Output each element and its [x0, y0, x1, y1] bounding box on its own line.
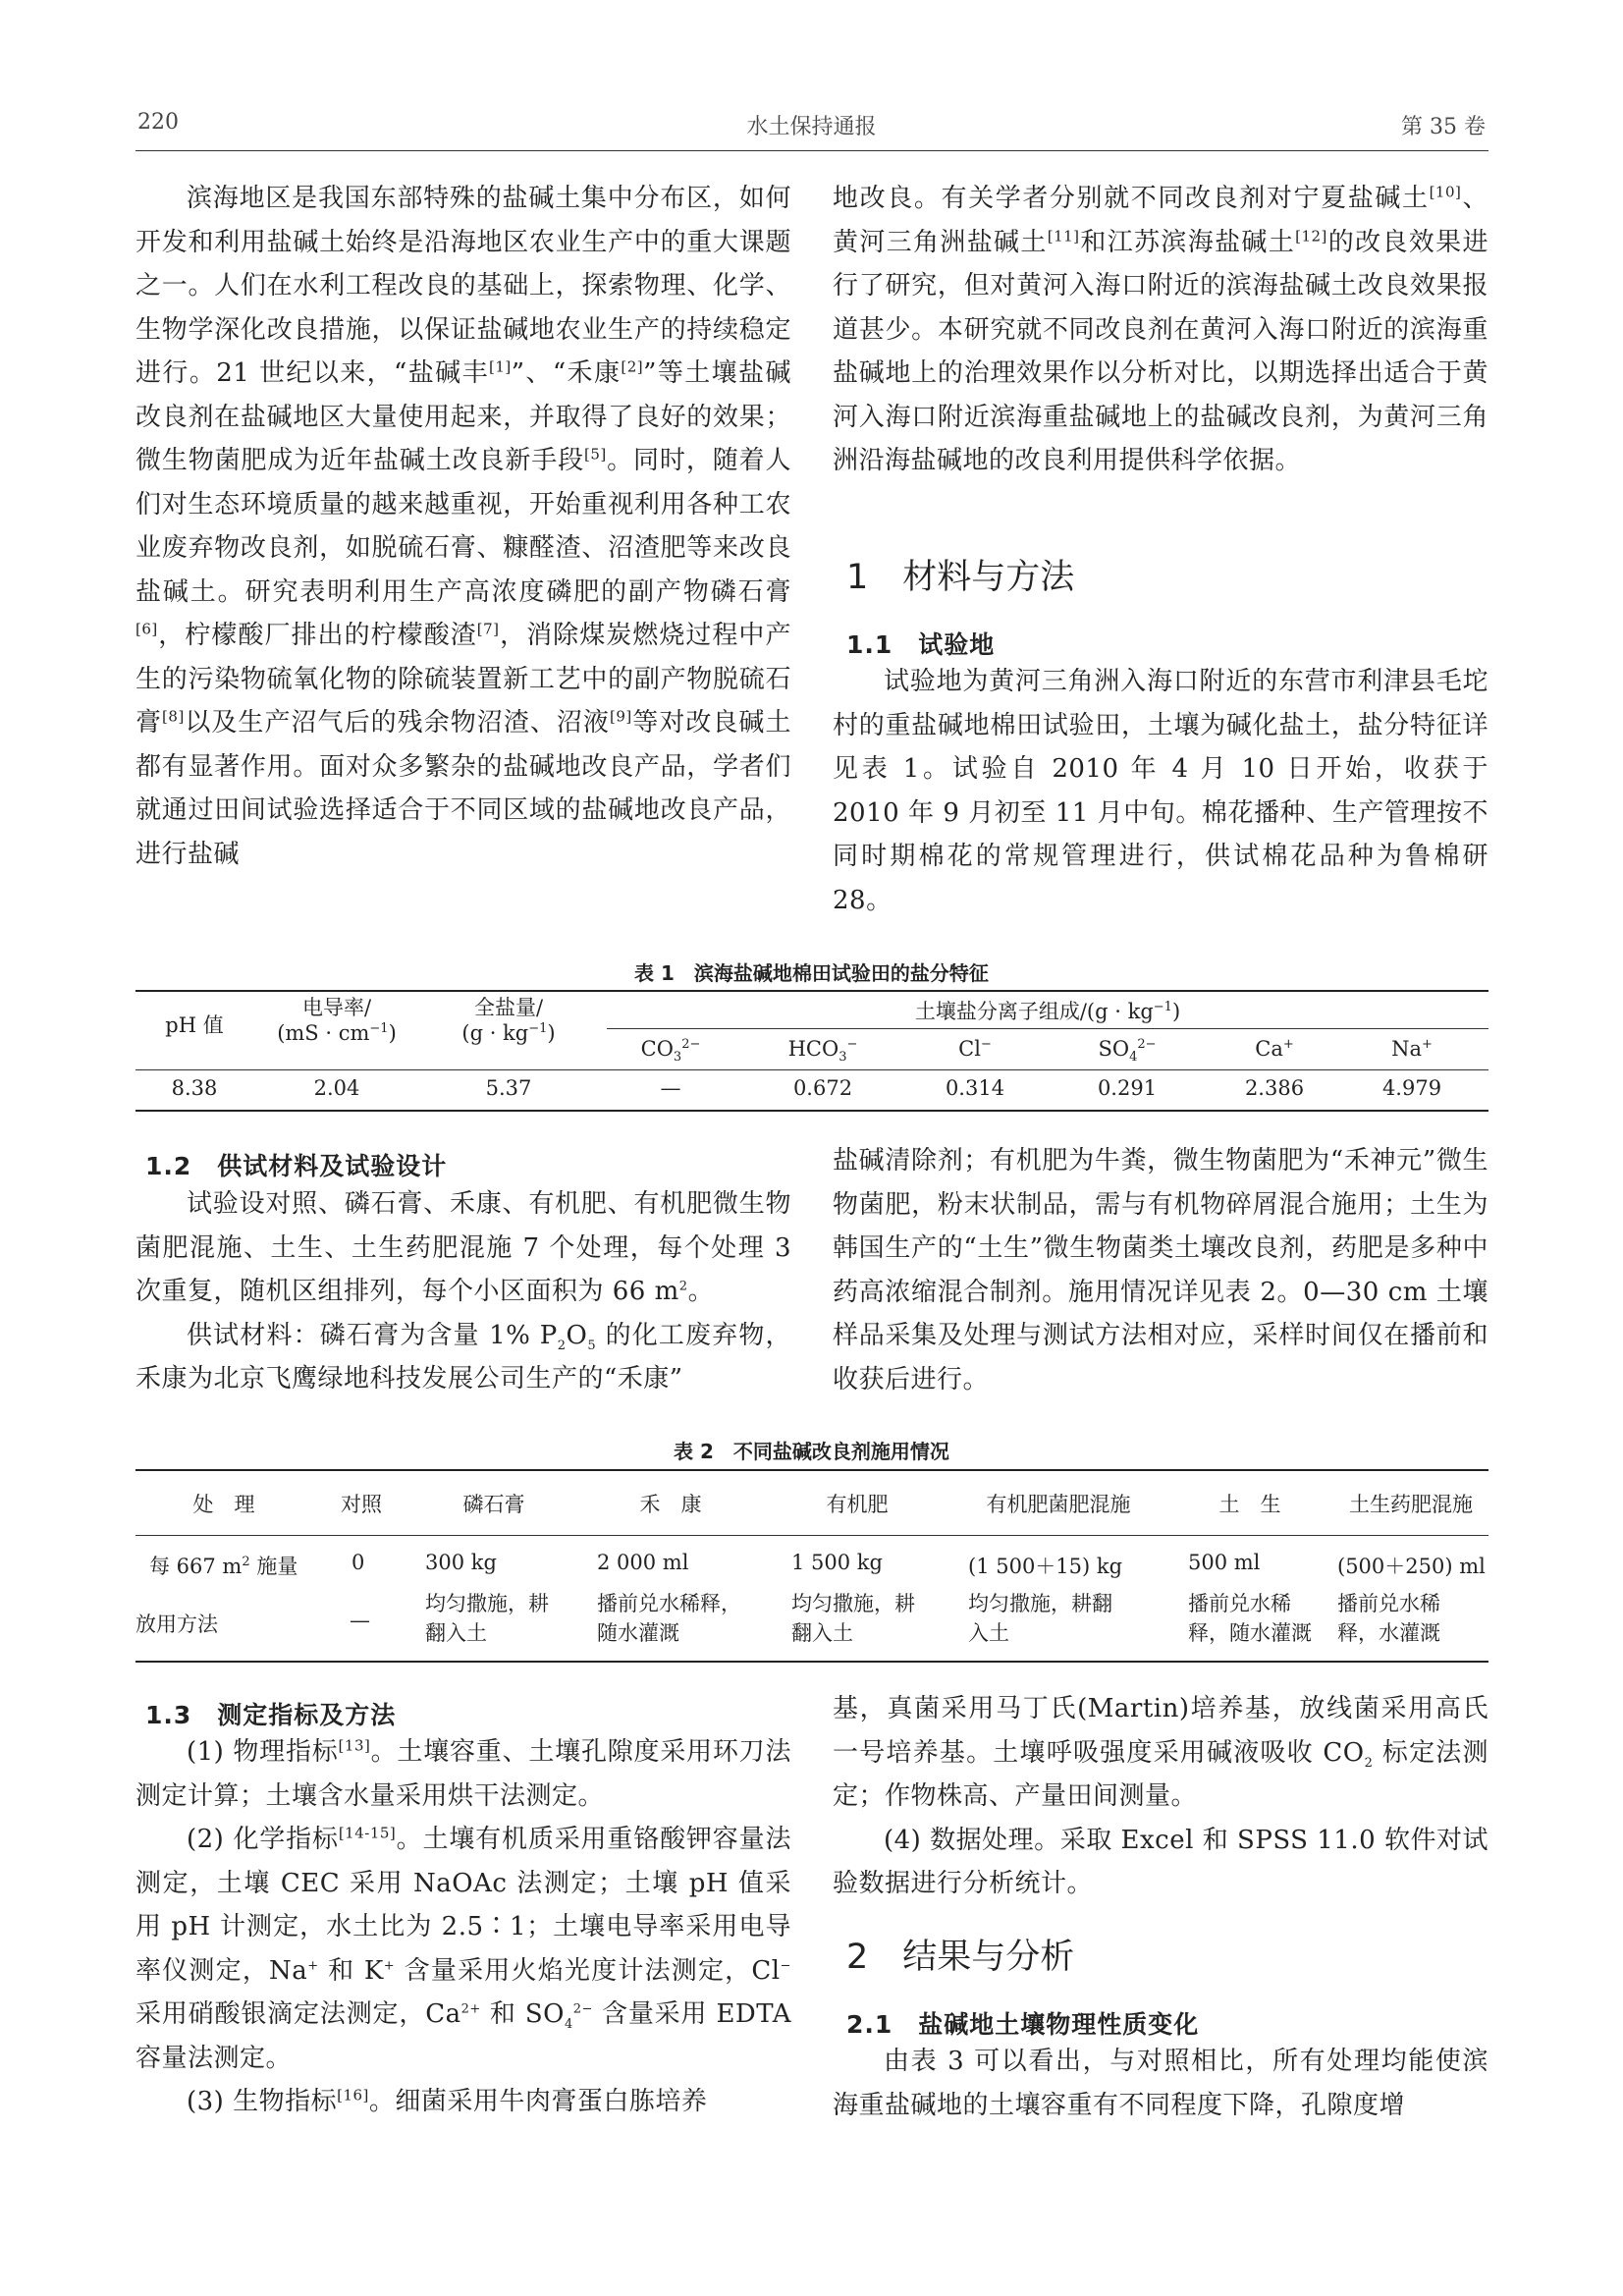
section-1-2-right-text: 盐碱清除剂；有机肥为牛粪，微生物菌肥为“禾神元”微生物菌肥，粉末状制品，需与有机物碎屑混合施用；土生为韩国生产的“土生”微生物菌类土壤改良剂，药肥是多种中药高浓缩混合制剂。施用情况详见表 2。0—30 cm 土壤样品采集及处理与测试方法相对应，采样时间仅在播前和收获后进行。: [833, 1146, 1488, 1394]
section-1-3-paragraph-3: (3) 生物指标[16]。细菌采用牛肉膏蛋白胨培养: [187, 2086, 708, 2116]
t2-cell: 300 kg: [425, 1551, 497, 1574]
t2-header: 土 生: [1218, 1493, 1281, 1516]
section-1-3-left: [135, 1730, 791, 2124]
t2-header: 对照: [341, 1493, 382, 1516]
t1-cell: 0.291: [1097, 1076, 1158, 1100]
table-1-bottom-rule: [135, 1110, 1488, 1112]
section-1-2-paragraph-2: 供试材料：磷石膏为含量 1% $P_2O_5$ 的化工废弃物，禾康为北京飞鹰绿地科技发展公司生产的“禾康”: [135, 1320, 791, 1394]
section-1-2-heading: 1.2 供试材料及试验设计: [145, 1152, 448, 1180]
t2-cell: 播前兑水稀 释，水灌溉: [1337, 1592, 1440, 1645]
section-1-1-body: [833, 660, 1488, 922]
t1-cell: 0.672: [792, 1076, 853, 1100]
t1-header-so4: $SO_4^{2-}$: [1098, 1037, 1157, 1066]
t2-row1-label: 每 667 $m^2$ 施量: [149, 1555, 298, 1578]
t2-cell: 2 000 ml: [597, 1551, 689, 1574]
intro-left-column: [135, 177, 791, 876]
table-2-caption: 表 2 不同盐碱改良剂施用情况: [674, 1440, 949, 1463]
t2-header: 处 理: [192, 1493, 255, 1516]
section-2-1-text: 由表 3 可以看出，与对照相比，所有处理均能使滨海重盐碱地的土壤容重有不同程度下降，孔隙度增: [833, 2047, 1488, 2120]
table-1-caption: 表 1 滨海盐碱地棉田试验田的盐分特征: [634, 961, 989, 985]
section-1-2-right: [833, 1139, 1488, 1401]
journal-title: 水土保持通报: [746, 115, 877, 139]
section-1-3-right-text: 基，真菌采用马丁氏(Martin)培养基，放线菌采用高氏一号培养基。土壤呼吸强度采用碱液吸收 $CO_2$ 标定法测定；作物株高、产量田间测量。: [833, 1694, 1489, 1811]
t1-cell: 2.04: [313, 1076, 360, 1100]
t2-cell: 0: [352, 1551, 365, 1574]
page-number: 220: [137, 110, 179, 135]
t1-header-hco3: $HCO_3^-$: [787, 1037, 858, 1066]
table-2: [135, 1469, 1488, 1662]
t1-header-ec: 电导率/ $(mS \cdot cm^{-1})$: [277, 996, 397, 1045]
t1-cell: 0.314: [945, 1076, 1005, 1100]
section-1-1-text: 试验地为黄河三角洲入海口附近的东营市利津县毛坨村的重盐碱地棉田试验田，土壤为碱化盐土，盐分特征详见表 1。试验自 2010 年 4 月 10 日开始，收获于 2010 年 9 月初至 11 月中旬。棉花播种、生产管理按不同时期棉花的常规管理进行，供试棉花品种为鲁棉研 28。: [833, 667, 1488, 915]
t2-cell: 播前兑水稀释， 随水灌溉: [597, 1592, 741, 1645]
t1-header-ca: Ca+: [1255, 1037, 1294, 1061]
t2-cell: (500＋250) ml: [1337, 1555, 1486, 1578]
t2-row2-label: 放用方法: [135, 1613, 218, 1636]
t2-cell: —: [350, 1609, 370, 1632]
t1-header-cl: Cl−: [958, 1037, 992, 1061]
t2-cell: 均匀撒施，耕 翻入土: [791, 1592, 915, 1645]
section-1-3-paragraph-2: (2) 化学指标[14-15]。土壤有机质采用重铬酸钾容量法测定，土壤 CEC 采用 NaOAc 法测定；土壤 pH 值采用 pH 计测定，水土比为 2.5∶1；土壤电导率采用电导率仪测定，Na+ 和 K+ 含量采用火焰光度计法测定，Cl− 采用硝酸银滴定法测定，$Ca^{2+}$ 和 $SO_4^{2-}$ 含量采用 EDTA 容量法测定。: [135, 1824, 791, 2073]
t1-cell: 4.979: [1381, 1076, 1442, 1100]
section-1-1-heading: 1.1 试验地: [846, 630, 996, 659]
t1-header-na: Na+: [1391, 1037, 1433, 1061]
intro-right-column: [833, 177, 1488, 483]
t2-cell: 500 ml: [1188, 1551, 1261, 1574]
t2-cell: 均匀撒施，耕 翻入土: [425, 1592, 549, 1645]
t1-header-ph: pH 值: [165, 1013, 224, 1037]
section-1-2-left: [135, 1182, 791, 1401]
t1-cell: 2.386: [1244, 1076, 1305, 1100]
section-1-3-paragraph-4: (4) 数据处理。采取 Excel 和 SPSS 11.0 软件对试验数据进行分析统计。: [833, 1825, 1488, 1898]
t1-cell: 8.38: [171, 1076, 218, 1100]
section-1-3-heading: 1.3 测定指标及方法: [145, 1701, 397, 1729]
t1-header-total-salt: 全盐量/ $(g \cdot kg^{-1})$: [461, 996, 556, 1045]
t2-header: 磷石膏: [462, 1493, 525, 1516]
volume-label: 第 35 卷: [1401, 115, 1486, 139]
t2-header: 禾 康: [639, 1493, 702, 1516]
t1-cell: —: [660, 1076, 681, 1100]
intro-paragraph-left: 滨海地区是我国东部特殊的盐碱土集中分布区，如何开发和利用盐碱土始终是沿海地区农业生产中的重大课题之一。人们在水利工程改良的基础上，探索物理、化学、生物学深化改良措施，以保证盐碱地农业生产的持续稳定进行。21 世纪以来，“盐碱丰[1]”、“禾康[2]”等土壤盐碱改良剂在盐碱地区大量使用起来，并取得了良好的效果；微生物菌肥成为近年盐碱土改良新手段[5]。同时，随着人们对生态环境质量的越来越重视，开始重视利用各种工农业废弃物改良剂，如脱硫石膏、糠醛渣、沼渣肥等来改良盐碱土。研究表明利用生产高浓度磷肥的副产物磷石膏[6]，柠檬酸厂排出的柠檬酸渣[7]，消除煤炭燃烧过程中产生的污染物硫氧化物的除硫装置新工艺中的副产物脱硫石膏[8]以及生产沼气后的残余物沼渣、沼液[9]等对改良碱土都有显著作用。面对众多繁杂的盐碱地改良产品，学者们就通过田间试验选择适合于不同区域的盐碱地改良产品，进行盐碱: [135, 184, 791, 869]
header-rule: [135, 150, 1488, 151]
t2-cell: 1 500 kg: [791, 1551, 883, 1574]
section-1-2-paragraph-1: 试验设对照、磷石膏、禾康、有机肥、有机肥微生物菌肥混施、土生、土生药肥混施 7 个处理，每个处理 3 次重复，随机区组排列，每个小区面积为 66 $m^2$。: [135, 1189, 791, 1306]
t2-header: 有机肥菌肥混施: [986, 1493, 1131, 1516]
t2-cell: (1 500＋15) kg: [968, 1555, 1123, 1578]
t2-cell: 均匀撒施，耕翻 入土: [968, 1592, 1112, 1645]
intro-paragraph-right: 地改良。有关学者分别就不同改良剂对宁夏盐碱土[10]、黄河三角洲盐碱土[11]和江苏滨海盐碱土[12]的改良效果进行了研究，但对黄河入海口附近的滨海盐碱土改良效果报道甚少。本研究就不同改良剂在黄河入海口附近的滨海重盐碱地上的治理效果作以分析对比，以期选择出适合于黄河入海口附近滨海重盐碱地上的盐碱改良剂，为黄河三角洲沿海盐碱地的改良利用提供科学依据。: [833, 183, 1488, 475]
t2-header: 有机肥: [826, 1493, 889, 1516]
t1-header-co3: $CO_3^{2-}$: [640, 1037, 701, 1066]
t1-cell: 5.37: [485, 1076, 532, 1100]
t1-header-ion-group: 土壤盐分离子组成$/(g \cdot kg^{-1})$: [914, 1000, 1181, 1023]
section-2-1-heading: 2.1 盐碱地土壤物理性质变化: [846, 2010, 1200, 2039]
t2-header: 土生药肥混施: [1349, 1493, 1473, 1516]
section-1-3-paragraph-1: (1) 物理指标[13]。土壤容重、土壤孔隙度采用环刀法测定计算；土壤含水量采用烘干法测定。: [135, 1736, 791, 1811]
section-2-heading: 2 结果与分析: [846, 1938, 1075, 1977]
section-1-heading: 1 材料与方法: [846, 558, 1075, 597]
table-1: [135, 992, 1488, 1110]
t2-cell: 播前兑水稀 释，随水灌溉: [1188, 1592, 1312, 1645]
section-1-3-right: [833, 1687, 1488, 1906]
section-2-1-body: [833, 2040, 1488, 2127]
